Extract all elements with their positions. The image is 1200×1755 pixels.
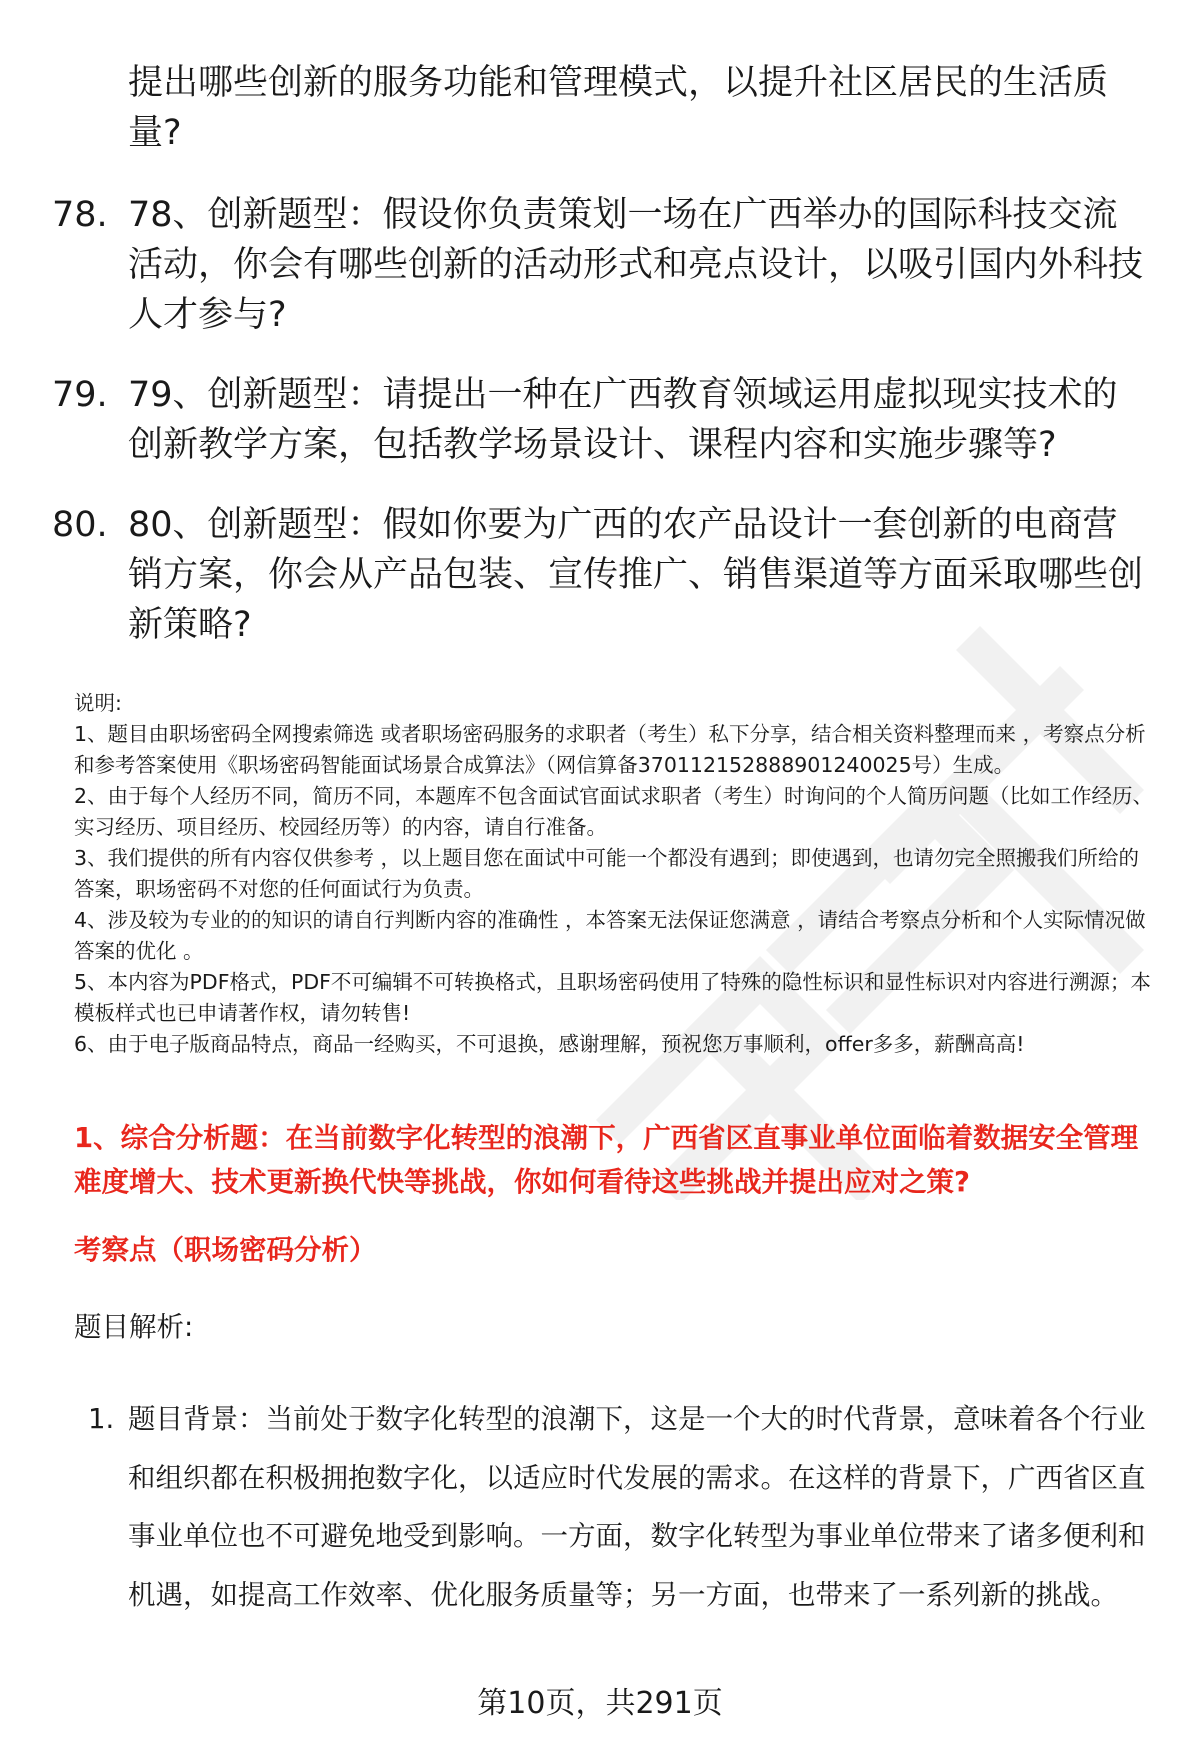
note-item: 4、涉及较为专业的的知识的请自行判断内容的准确性 ，本答案无法保证您满意 ，请结合考察点分析和个人实际情况做答案的优化 。 xyxy=(74,908,1146,963)
analysis-question-title: 1、综合分析题：在当前数字化转型的浪潮下，广西省区直事业单位面临着数据安全管理难度增大、技术更新换代快等挑战，你如何看待这些挑战并提出应对之策? xyxy=(74,1122,1139,1198)
note-item: 6、由于电子版商品特点，商品一经购买，不可退换，感谢理解，预祝您万事顺利，offer多多，薪酬高高! xyxy=(74,1032,1025,1056)
question-text: 80、创新题型：假如你要为广西的农产品设计一套创新的电商营销方案，你会从产品包装、宣传推广、销售渠道等方面采取哪些创新策略? xyxy=(128,505,1144,645)
page-footer: 第10页，共291页 xyxy=(477,1686,723,1721)
key-points-heading: 考察点（职场密码分析） xyxy=(74,1234,377,1266)
question-number: 80. xyxy=(52,505,108,545)
question-item xyxy=(52,190,1152,340)
analysis-label: 题目解析: xyxy=(74,1311,194,1343)
analysis-list-item xyxy=(88,1390,1150,1624)
question-text: 78、创新题型：假设你负责策划一场在广西举办的国际科技交流活动，你会有哪些创新的活动形式和亮点设计，以吸引国内外科技人才参与? xyxy=(128,195,1144,335)
question-number: 79. xyxy=(52,375,108,415)
note-item: 5、本内容为PDF格式，PDF不可编辑不可转换格式，且职场密码使用了特殊的隐性标识和显性标识对内容进行溯源；本模板样式也已申请著作权，请勿转售! xyxy=(74,970,1151,1025)
question-item xyxy=(52,500,1152,650)
note-item: 2、由于每个人经历不同，简历不同，本题库不包含面试官面试求职者（考生）时询问的个人简历问题（比如工作经历、实习经历、项目经历、校园经历等）的内容，请自行准备。 xyxy=(74,784,1154,839)
question-text: 79、创新题型：请提出一种在广西教育领域运用虚拟现实技术的创新教学方案，包括教学场景设计、课程内容和实施步骤等? xyxy=(128,375,1118,465)
question-list xyxy=(52,190,1152,680)
question-item xyxy=(52,370,1152,470)
question-77-continuation: 提出哪些创新的服务功能和管理模式，以提升社区居民的生活质量? xyxy=(128,63,1109,153)
note-item: 1、题目由职场密码全网搜索筛选 或者职场密码服务的求职者（考生）私下分享，结合相关资料整理而来 ，考察点分析和参考答案使用《职场密码智能面试场景合成算法》（网信算备370112152888901240025号）生成。 xyxy=(74,722,1146,777)
question-number: 78. xyxy=(52,195,108,235)
notes-section xyxy=(74,688,1154,1060)
notes-title: 说明: xyxy=(74,691,122,715)
analysis-item-number: 1. xyxy=(88,1403,115,1435)
note-item: 3、我们提供的所有内容仅供参考 ，以上题目您在面试中可能一个都没有遇到；即使遇到，也请勿完全照搬我们所给的答案，职场密码不对您的任何面试行为负责。 xyxy=(74,846,1140,901)
analysis-item-text: 题目背景：当前处于数字化转型的浪潮下，这是一个大的时代背景，意味着各个行业和组织都在积极拥抱数字化，以适应时代发展的需求。在这样的背景下，广西省区直事业单位也不可避免地受到影响。一方面，数字化转型为事业单位带来了诸多便利和机遇，如提高工作效率、优化服务质量等；另一方面，也带来了一系列新的挑战。 xyxy=(128,1403,1146,1611)
